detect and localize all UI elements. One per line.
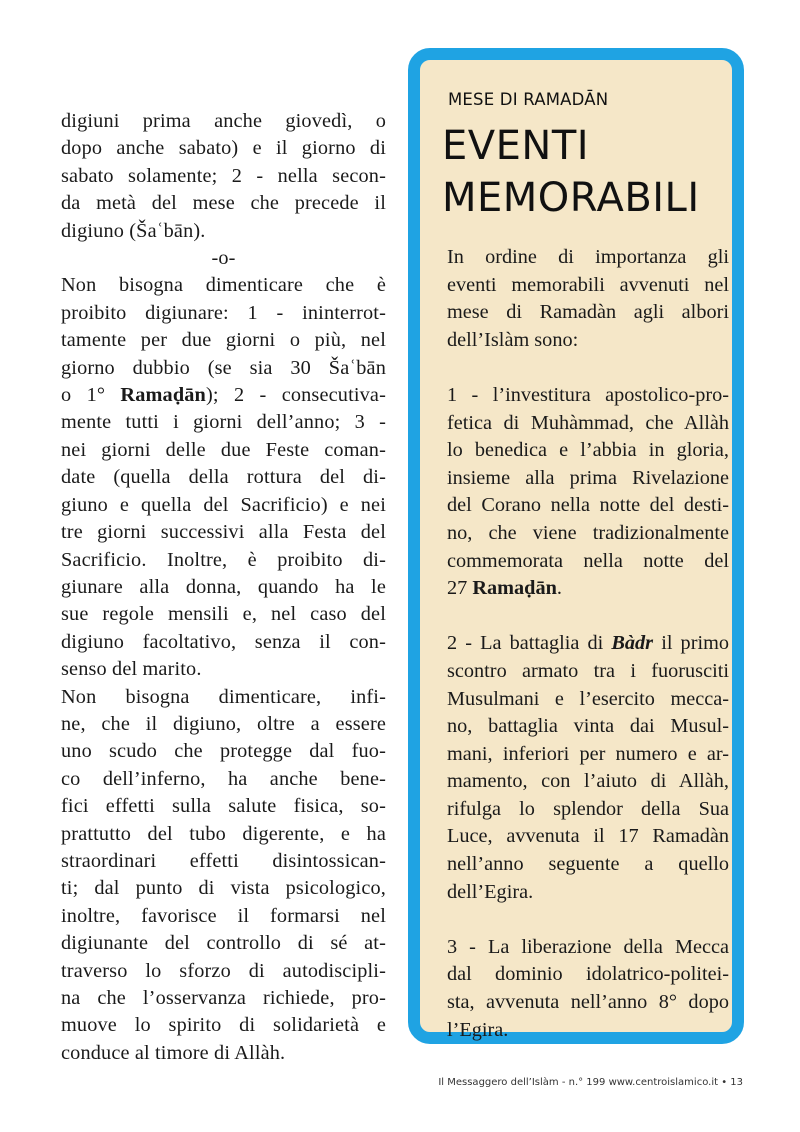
sidebar-box [408, 48, 744, 1044]
text-line: digiuno facoltativo, senza il con- [61, 630, 386, 653]
text-line: nell’anno seguente a quello [447, 853, 729, 876]
text-line: sue regole mensili e, nel caso del [61, 603, 386, 626]
text-line: del Corano nella notte del desti- [447, 494, 729, 517]
text-line: 3 - La liberazione della Mecca [447, 935, 729, 958]
text-line: no, che viene tradizionalmente [447, 521, 729, 544]
text-line: Non bisogna dimenticare, infi- [61, 685, 386, 708]
text-line: dell’Islàm sono: [447, 328, 579, 351]
text-line: eventi memorabili avvenuti nel [447, 273, 729, 296]
text-line: Sacrificio. Inoltre, è proibito di- [61, 548, 386, 571]
text-line: scontro armato tra i fuorusciti [447, 659, 729, 682]
bold-term-ramadan: Ramaḍān [472, 577, 557, 600]
text-fragment: o 1° [61, 384, 106, 407]
text-line: Non bisogna dimenticare che è [61, 274, 386, 297]
text-line: digiuno (Šaʿbān). [61, 219, 206, 242]
text-line: ne, che il digiuno, oltre a essere [61, 712, 386, 735]
left-column-text [61, 108, 386, 1067]
bold-term-badr: Bàdr [611, 632, 654, 655]
text-line: In ordine di importanza gli [447, 246, 729, 268]
text-line [447, 630, 729, 658]
text-line: traverso lo sforzo di autodiscipli- [61, 959, 386, 982]
text-line: straordinari effetti disintossican- [61, 849, 386, 872]
text-line: commemorata nella notte del [447, 549, 729, 572]
text-line: Luce, avvenuta il 17 Ramadàn [447, 825, 729, 848]
paragraph-gap [447, 906, 729, 934]
text-fragment: . [556, 577, 562, 600]
text-line: giunare alla donna, quando ha le [61, 575, 386, 598]
text-line: digiuni prima anche giovedì, o [61, 110, 386, 132]
text-line: uno scudo che protegge dal fuo- [61, 740, 386, 763]
text-fragment: ); 2 - consecutiva- [205, 384, 386, 407]
text-line: ti; dal punto di vista psicologico, [61, 877, 386, 900]
text-line: da metà del mese che precede il [61, 192, 386, 215]
text-line: lo benedica e l’abbia in gloria, [447, 439, 729, 462]
text-line: sta, avvenuta nell’anno 8° dopo [447, 991, 729, 1014]
text-line: tre giorni successivi alla Festa del [61, 521, 386, 544]
text-line: muove lo spirito di solidarietà e [61, 1014, 386, 1037]
text-line: tamente per due giorni o più, nel [61, 329, 386, 352]
paragraph-gap [447, 354, 729, 382]
text-line: co dell’inferno, ha anche bene- [61, 767, 386, 790]
page-footer: Il Messaggero dell’Islàm - n.° 199 www.centroislamico.it • 13 [438, 1077, 743, 1088]
text-line: 1 - l’investitura apostolico-pro- [447, 383, 729, 406]
box-body [447, 244, 729, 1044]
text-line: Musulmani e l’esercito mecca- [447, 687, 729, 710]
text-line: dopo anche sabato) e il giorno di [61, 137, 386, 160]
text-line: l’Egira. [447, 1018, 509, 1041]
text-line: mamento, con l’aiuto di Allàh, [447, 770, 729, 793]
text-line: fici effetti sulla salute fisica, so- [61, 795, 386, 818]
text-fragment: 27 [447, 577, 468, 600]
text-line: digiunante del controllo di sé at- [61, 932, 386, 955]
text-line: prattutto del tubo digerente, e ha [61, 822, 386, 845]
text-line: inoltre, favorisce il formarsi nel [61, 904, 386, 927]
text-fragment: il primo [661, 632, 729, 655]
text-line: conduce al timore di Allàh. [61, 1041, 286, 1064]
paragraph-gap [447, 603, 729, 631]
bold-term-ramadan: Ramaḍān [120, 384, 206, 407]
text-line: senso del marito. [61, 658, 202, 681]
text-line: dal dominio idolatrico-politei- [447, 963, 729, 986]
text-line: proibito digiunare: 1 - ininterrot- [61, 301, 386, 324]
text-line: mani, inferiori per numero e ar- [447, 742, 729, 765]
text-line: rifulga lo splendor della Sua [447, 797, 729, 820]
text-line: giuno e quella del Sacrificio) e nei [61, 493, 386, 516]
text-line: sabato solamente; 2 - nella secon- [61, 164, 386, 187]
text-line: giorno dubbio (se sia 30 Šaʿbān [61, 356, 386, 379]
text-line: date (quella della rottura del di- [61, 466, 386, 489]
text-line [447, 575, 729, 603]
text-line: mese di Ramadàn agli albori [447, 301, 729, 324]
text-line: mente tutti i giorni dell’anno; 3 - [61, 411, 386, 434]
text-line: dell’Egira. [447, 880, 534, 903]
section-separator: -o- [211, 247, 236, 270]
text-line: na che l’osservanza richiede, pro- [61, 987, 386, 1009]
text-line: fetica di Muhàmmad, che Allàh [447, 411, 729, 434]
text-line: insieme alla prima Rivelazione [447, 466, 729, 489]
text-fragment: 2 - La battaglia di [447, 632, 604, 655]
text-line [61, 382, 386, 409]
box-kicker: MESE DI RAMADĀN [448, 90, 609, 109]
text-line: nei giorni delle due Feste coman- [61, 438, 386, 461]
box-title-line: MEMORABILI [442, 175, 700, 221]
box-title-line: EVENTI [442, 123, 590, 169]
box-title [442, 120, 732, 224]
text-line: no, battaglia vinta dai Musul- [447, 715, 729, 738]
